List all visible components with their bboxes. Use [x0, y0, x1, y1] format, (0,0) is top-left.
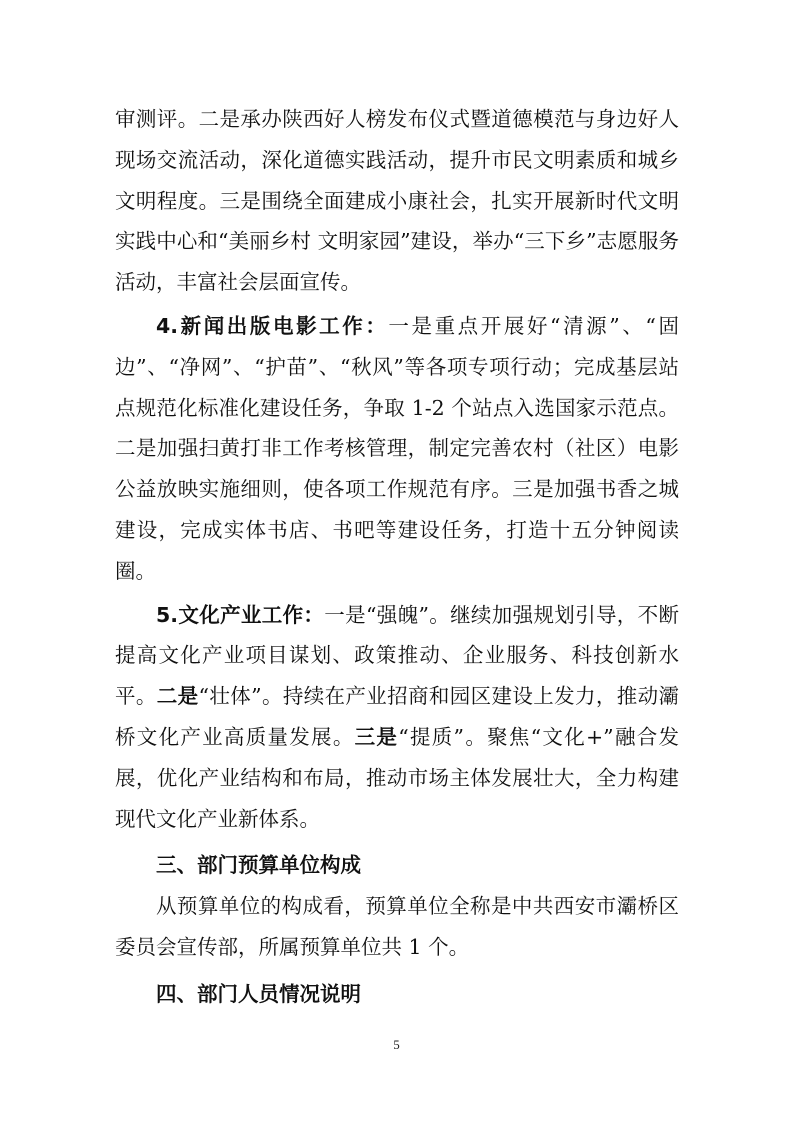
section-heading-staff: 四、部门人员情况说明	[156, 981, 361, 1006]
cultural-industry-text-2: “壮体”。持续在产业招商和园区建设上发力，推动灞桥文化产业高质量发展。	[115, 684, 680, 749]
paragraph-civilization-work: 审测评。二是承办陕西好人榜发布仪式暨道德模范与身边好人现场交流活动，深化道德实践活动，提升市民文明素质和城乡文明程度。三是围绕全面建成小康社会，扎实开展新时代文明实践中心和“美丽乡村 文明家园”建设，举办“三下乡”志愿服务活动，丰富社会层面宣传。	[115, 107, 679, 295]
paragraph-cultural-industry-work	[115, 595, 679, 840]
press-film-work-label: 4.新闻出版电影工作：	[156, 313, 389, 338]
paragraph-press-film-work	[115, 306, 679, 592]
section-heading-budget-units: 三、部门预算单位构成	[156, 853, 361, 878]
cultural-industry-text-1: 一是“强魄”。继续加强规划引导，不断提高文化产业项目谋划、政策推动、企业服务、科技创新水平。	[115, 602, 679, 709]
cultural-industry-bold-3: 三是	[354, 724, 399, 749]
paragraph-budget-units: 从预算单位的构成看，预算单位全称是中共西安市灞桥区委员会宣传部，所属预算单位共 1 个。	[115, 894, 679, 959]
page-number: 5	[393, 1037, 400, 1052]
cultural-industry-label: 5.文化产业工作：	[156, 602, 325, 627]
cultural-industry-bold-2: 二是	[156, 684, 199, 709]
cultural-industry-text-3: “提质”。聚焦“文化+”融合发展，优化产业结构和布局，推动市场主体发展壮大，全力构建现代文化产业新体系。	[115, 724, 680, 831]
press-film-work-text: 一是重点开展好“清源”、“固边”、“净网”、“护苗”、“秋风”等各项专项行动；完成基层站点规范化标准化建设任务，争取 1-2 个站点入选国家示范点。二是加强扫黄打非工作考核管理，制定完善农村（社区）电影公益放映实施细则，使各项工作规范有序。三是加强书香之城建设，完成实体书店、书吧等建设任务，打造十五分钟阅读圈。	[115, 313, 679, 583]
